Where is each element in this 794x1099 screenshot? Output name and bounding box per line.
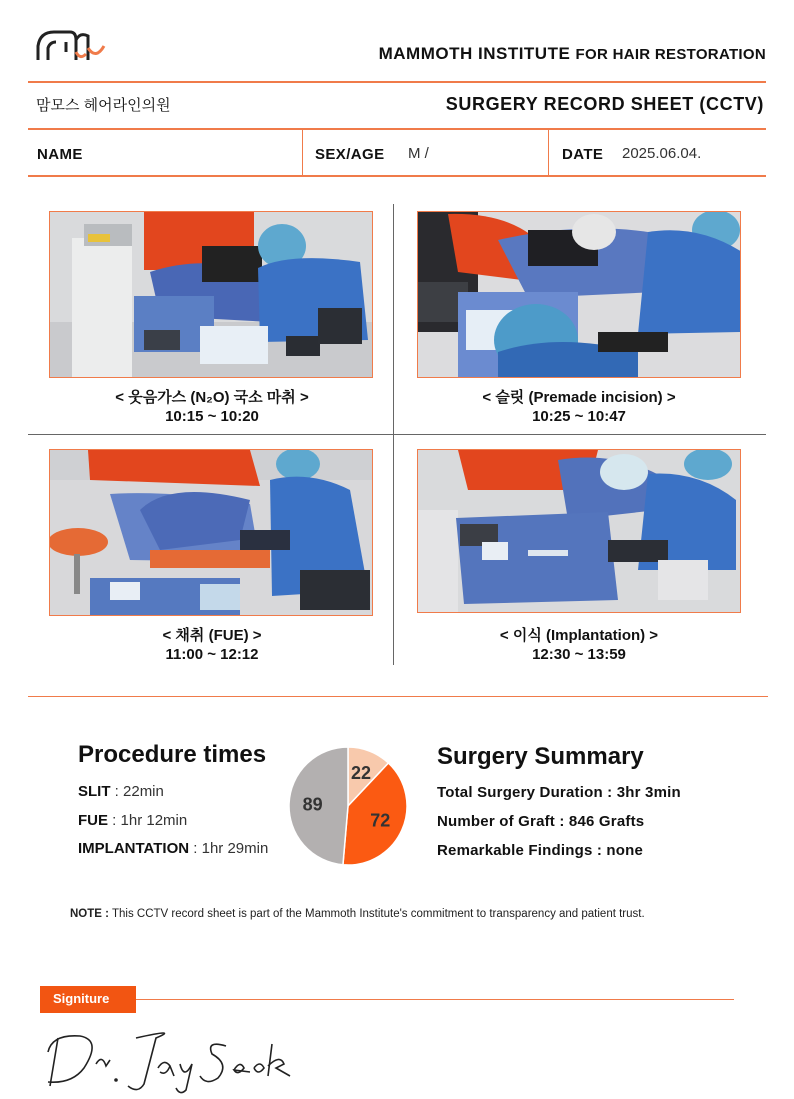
signature-line xyxy=(136,999,734,1000)
step-caption-1 xyxy=(50,388,374,426)
cctv-photo-fue xyxy=(49,449,373,616)
divider xyxy=(28,128,766,130)
mammoth-logo xyxy=(36,26,108,66)
date-label: DATE xyxy=(562,146,604,163)
step-title: < 이식 (Implantation) > xyxy=(499,627,659,644)
step-title: < 슬릿 (Premade incision) > xyxy=(482,389,676,406)
procedure-label: FUE xyxy=(78,812,108,829)
procedure-pie-chart xyxy=(286,744,410,868)
summary-grafts: Number of Graft : 846 Grafts xyxy=(437,813,645,830)
procedure-value: : 1hr 29min xyxy=(193,840,269,857)
step-title: < 웃음가스 (N₂O) 국소 마취 > xyxy=(115,389,309,406)
step-caption-3 xyxy=(50,626,374,664)
step-time: 10:25 ~ 10:47 xyxy=(532,408,626,425)
institute-name xyxy=(379,44,766,64)
signature-image xyxy=(40,1024,300,1099)
procedure-item-fue xyxy=(78,812,187,829)
step-title: < 채취 (FUE) > xyxy=(162,627,262,644)
step-time: 10:15 ~ 10:20 xyxy=(165,408,259,425)
cctv-photo-anesthesia xyxy=(49,211,373,378)
procedure-label: SLIT xyxy=(78,783,111,800)
name-label: NAME xyxy=(37,146,83,163)
step-time: 12:30 ~ 13:59 xyxy=(532,646,626,663)
step-caption-4 xyxy=(417,626,741,664)
procedure-value: : 1hr 12min xyxy=(112,812,188,829)
pie-label-fue: 72 xyxy=(370,810,391,831)
institute-sub: FOR HAIR RESTORATION xyxy=(575,46,766,63)
divider xyxy=(28,696,768,697)
institute-main: MAMMOTH INSTITUTE xyxy=(378,44,571,63)
step-caption-2 xyxy=(417,388,741,426)
procedure-label: IMPLANTATION xyxy=(78,840,190,857)
note-text: This CCTV record sheet is part of the Mammoth Institute's commitment to transparency and patient trust. xyxy=(111,908,645,920)
procedure-title: Procedure times xyxy=(78,741,267,768)
pie-label-slit: 22 xyxy=(351,763,372,784)
sheet-title: SURGERY RECORD SHEET (CCTV) xyxy=(445,94,764,114)
grid-horizontal-divider xyxy=(28,434,766,435)
signature-label: Signiture xyxy=(40,986,136,1013)
cctv-photo-implantation xyxy=(417,449,741,613)
divider xyxy=(28,175,766,177)
sex-age-value: M / xyxy=(408,145,429,162)
field-separator xyxy=(302,129,303,176)
summary-findings: Remarkable Findings : none xyxy=(437,842,644,859)
procedure-item-implantation xyxy=(78,840,268,857)
note-label: NOTE : xyxy=(70,908,109,920)
divider xyxy=(28,81,766,83)
pie-label-implantation: 89 xyxy=(302,794,323,815)
cctv-photo-slit xyxy=(417,211,741,378)
step-time: 11:00 ~ 12:12 xyxy=(165,646,259,663)
date-value: 2025.06.04. xyxy=(622,145,702,162)
summary-duration: Total Surgery Duration : 3hr 3min xyxy=(437,784,681,801)
summary-title: Surgery Summary xyxy=(437,743,644,770)
note xyxy=(70,908,645,920)
field-separator xyxy=(548,129,549,176)
sex-age-label: SEX/AGE xyxy=(315,146,385,163)
procedure-value: : 22min xyxy=(114,783,164,800)
procedure-item-slit xyxy=(78,783,164,800)
clinic-korean-name: 맘모스 헤어라인의원 xyxy=(36,97,171,114)
